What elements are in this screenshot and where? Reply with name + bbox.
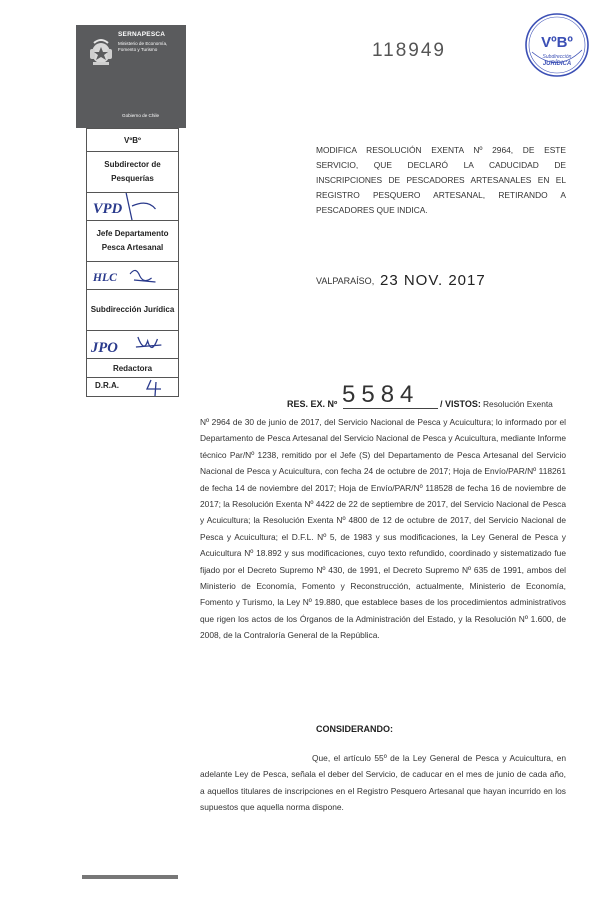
- dra-label: D.R.A.: [95, 381, 119, 390]
- vistos-paragraph: Nº 2964 de 30 de junio de 2017, del Servicio Nacional de Pesca y Acuicultura; lo informado por el Departamento de Pesca Artesanal del Servicio Nacional de Pesca y Acuicultura, mediante Informe técnico Par/Nº 1238, remitido por el Jefe (S) del Departamento de Pesca Artesanal del Servicio Nacional de Pesca y Acuicultura, con fecha 24 de octubre de 2017; Hoja de Envío/PAR/Nº 118261 de fecha 14 de noviembre del 2017; Hoja de Envío/PAR/Nº 118528 de fecha 16 de noviembre de 2017; la Resolución Exenta Nº 4422 de 22 de septiembre de 2017, del Servicio Nacional de Pesca y Acuicultura; la Resolución Exenta Nº 4800 de 12 de octubre de 2017, del Servicio Nacional de Pesca y Acuicultura; el D.F.L. Nº 5, de 1983 y sus modificaciones, la Ley General de Pesca y Acuicultura Nº 18.892 y sus modificaciones, cuyo texto refundido, coordinado y sistematizado fue fijado por el Decreto Supremo Nº 430, de 1991, el Decreto Supremo Nº 635 de 1991, ambos del Ministerio de Economía, Fomento y Reconstrucción, actualmente, Ministerio de Economía, Fomento y Turismo, la Ley Nº 19.880, que establece bases de los procedimientos administrativos que rigen los actos de los Órganos de la Administración del Estado, y la Resolución Nº 1.600, de 2008, de la Contraloría General de la República.: [200, 417, 566, 641]
- approval-header: VºBº: [87, 129, 179, 152]
- ministry-name: Ministerio de Economía, Fomento y Turismo: [118, 41, 168, 52]
- svg-text:Subdirección: Subdirección: [542, 54, 572, 60]
- approval-role-label: Jefe Departamento Pesca Artesanal: [87, 221, 179, 262]
- considerando-text: Que, el artículo 55º de la Ley General de Pesca y Acuicultura, en adelante Ley de Pesca, señala el deber del Servicio, de caducar en el mes de junio de cada año, a aquellos titulares de inscripciones en el Registro Pesquero Artesanal que hayan incurrido en los supuestos que aquella norma dispone.: [200, 753, 566, 813]
- approval-signature-cell: [87, 262, 179, 290]
- svg-text:JPO: JPO: [90, 339, 118, 357]
- agency-name: SERNAPESCA: [118, 31, 166, 38]
- footer-rule: [82, 875, 178, 879]
- approval-role-label: Redactora: [87, 359, 179, 378]
- considerando-heading: CONSIDERANDO:: [316, 724, 394, 734]
- vistos-label: / VISTOS:: [440, 399, 481, 409]
- resolution-number: 5584: [342, 381, 420, 408]
- svg-text:VºBº: VºBº: [541, 34, 573, 51]
- sernapesca-logo: [76, 25, 186, 128]
- resolution-label: RES. EX. Nº: [287, 399, 338, 409]
- approval-role-label: Subdirector de Pesquerías: [87, 152, 179, 193]
- stamped-date: 23 NOV. 2017: [380, 272, 486, 289]
- svg-text:HLC: HLC: [92, 269, 117, 285]
- handwritten-initials-icon: [87, 193, 178, 220]
- handwritten-initials-icon: [87, 262, 178, 289]
- approval-table: [86, 128, 179, 397]
- chile-coat-of-arms-icon: [84, 35, 118, 67]
- document-number: 118949: [372, 40, 446, 61]
- svg-text:VPD: VPD: [92, 200, 123, 218]
- approval-role-label: Subdirección Jurídica: [87, 290, 179, 331]
- place-label: VALPARAÍSO,: [316, 276, 375, 286]
- handwritten-initials-icon: [87, 331, 178, 358]
- government-label: Gobierno de Chile: [122, 113, 160, 118]
- svg-text:JURÍDICA: JURÍDICA: [542, 61, 572, 67]
- approval-signature-cell: [87, 331, 179, 359]
- vistos-first-words: Resolución Exenta: [483, 399, 553, 409]
- document-title: MODIFICA RESOLUCIÓN EXENTA Nº 2964, DE ESTE SERVICIO, QUE DECLARÓ LA CADUCIDAD DE INSCRIPCIONES DE PESCADORES ARTESANALES EN EL REGISTRO PESQUERO ARTESANAL, RETIRANDO A PESCADORES QUE INDICA.: [316, 145, 566, 215]
- resolution-underline: [343, 408, 438, 409]
- approval-role-label: [87, 378, 179, 397]
- handwritten-initials-icon: [143, 378, 173, 396]
- considerando-paragraph: [200, 750, 566, 816]
- approval-stamp-icon: [524, 12, 590, 78]
- approval-signature-cell: [87, 193, 179, 221]
